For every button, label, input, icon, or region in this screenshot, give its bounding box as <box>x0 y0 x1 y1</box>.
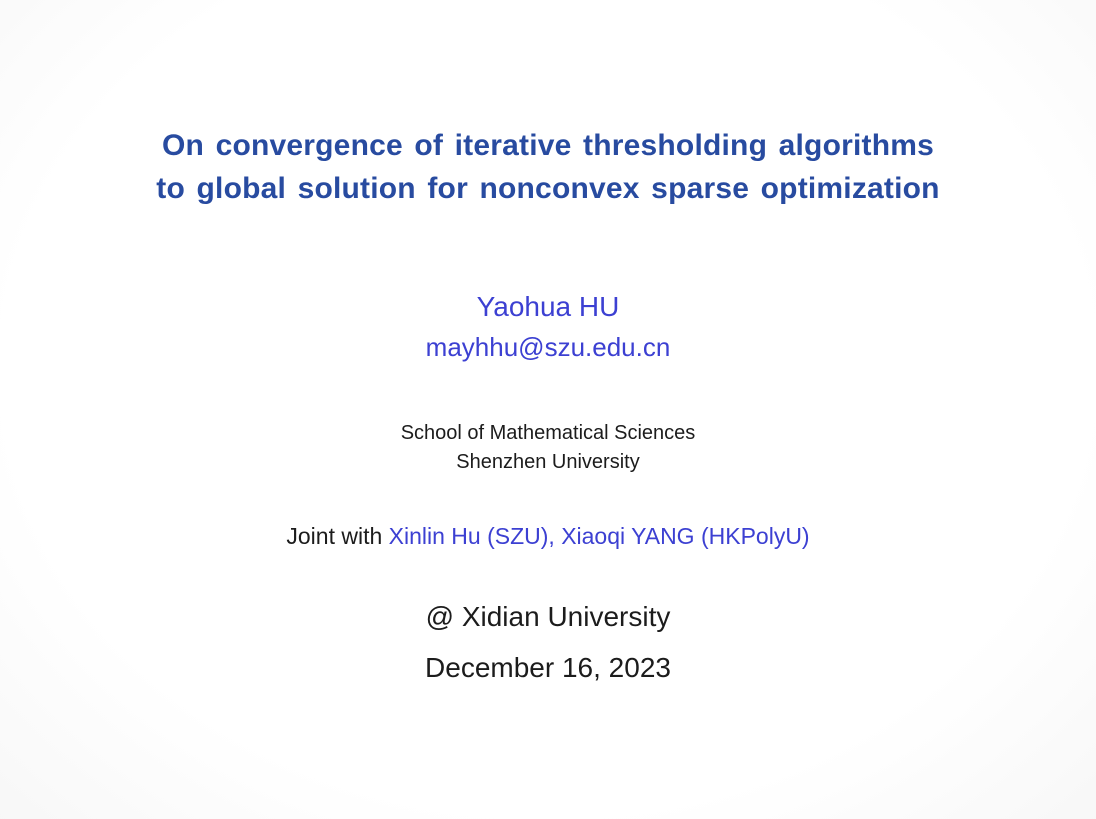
slide-title <box>0 0 1096 210</box>
joint-with-line <box>0 522 1096 550</box>
title-line-1: On convergence of iterative thresholding algorithms <box>161 129 934 162</box>
author-name: Yaohua HU <box>476 291 620 322</box>
date-line: December 16, 2023 <box>425 652 671 683</box>
affiliation-university: Shenzhen University <box>456 451 640 473</box>
affiliation-school: School of Mathematical Sciences <box>400 422 696 444</box>
joint-with-prefix: Joint with <box>286 523 389 549</box>
affiliation-block <box>0 419 1096 477</box>
venue-line: @ Xidian University <box>425 601 671 632</box>
title-line-2: to global solution for nonconvex sparse optimization <box>156 172 940 205</box>
joint-collaborators: Xinlin Hu (SZU), Xiaoqi YANG (HKPolyU) <box>388 523 810 549</box>
author-email: mayhhu@szu.edu.cn <box>425 332 671 362</box>
